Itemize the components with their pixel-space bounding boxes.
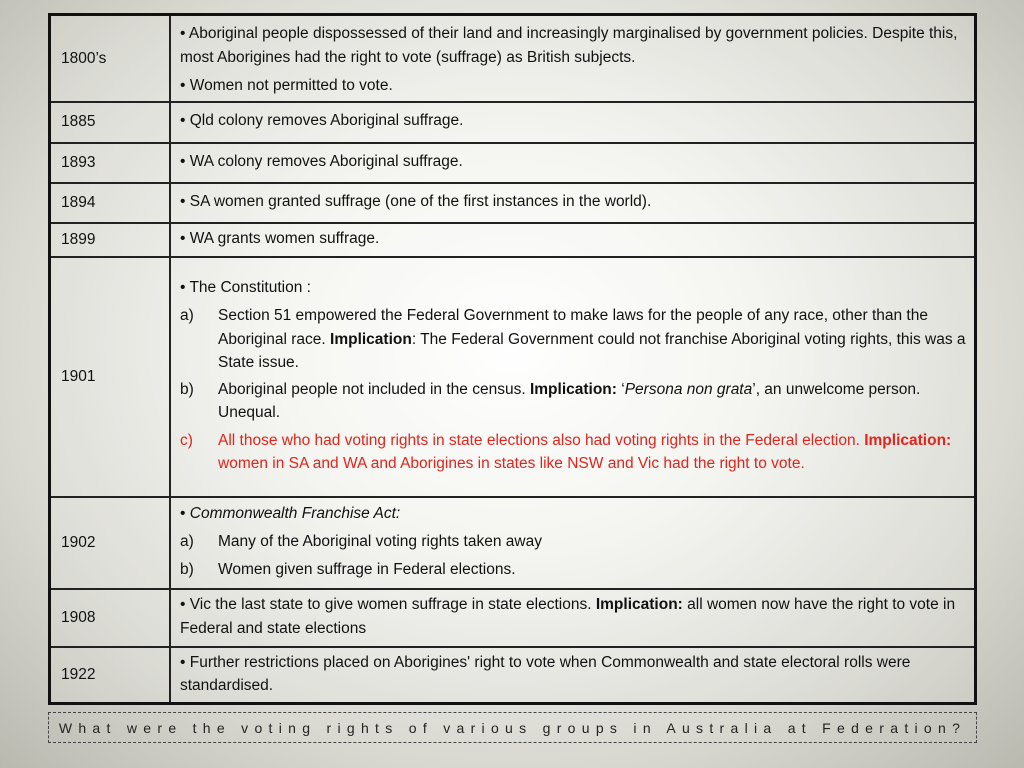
implication-label: Implication: (529, 381, 617, 398)
lettered-list (180, 530, 966, 581)
bullet-text: • Women not permitted to vote. (180, 76, 393, 94)
implication-label: Implication (330, 330, 412, 348)
item-text: Many of the Aboriginal voting rights taken away (218, 533, 542, 551)
implication-italic: Persona non grata (624, 381, 753, 398)
year-cell: 1908 (50, 589, 171, 647)
description-cell: • Qld colony removes Aboriginal suffrage. (170, 102, 976, 143)
table-row (50, 647, 976, 704)
implication-label: Implication: (864, 431, 952, 449)
list-marker: a) (180, 533, 194, 551)
table-row (50, 497, 976, 589)
year-cell: 1899 (50, 223, 171, 257)
list-marker: b) (180, 560, 194, 578)
table-row (50, 223, 976, 257)
year-cell: 1922 (50, 647, 171, 704)
list-marker: c) (180, 431, 193, 449)
description-cell: • WA colony removes Aboriginal suffrage. (170, 143, 976, 183)
year-cell: 1800’s (50, 15, 171, 102)
list-item (180, 429, 966, 476)
implication-text: women in SA and WA and Aborigines in states like NSW and Vic had the right to vote. (218, 454, 805, 472)
item-text: All those who had voting rights in state elections also had voting rights in the Federal election. (218, 431, 860, 449)
list-marker: a) (180, 307, 194, 325)
year-cell: 1885 (50, 102, 171, 143)
description-cell: • WA grants women suffrage. (170, 223, 976, 257)
implication-label: Implication: (595, 596, 683, 614)
table-row (50, 15, 976, 102)
list-marker: b) (180, 381, 194, 398)
table-row (50, 102, 976, 143)
year-cell: 1902 (50, 497, 171, 589)
timeline-table (48, 13, 977, 705)
item-text: Section 51 empowered the Federal Government to make laws for the people of any race, other than the Aboriginal race. (218, 307, 928, 348)
year-cell: 1901 (50, 257, 171, 497)
table-row (50, 183, 976, 223)
list-item (180, 558, 966, 581)
table-row (50, 143, 976, 183)
implication-text: ’, an unwelcome person. Unequal. (218, 381, 921, 422)
implication-text: : The Federal Government could not franchise Aboriginal voting rights, this was a State issue. (218, 330, 966, 371)
implication-text: all women now have the right to vote in Federal and state elections (180, 596, 956, 637)
year-cell: 1894 (50, 183, 171, 223)
description-cell (170, 257, 976, 497)
bullet-text: • The Constitution : (180, 279, 311, 296)
caption-text: What were the voting rights of various groups in Australia at Federation? (58, 719, 967, 736)
description-cell: • SA women granted suffrage (one of the first instances in the world). (170, 183, 976, 223)
item-text: Women given suffrage in Federal elections. (218, 560, 516, 578)
lettered-list (180, 304, 966, 475)
list-item (180, 378, 966, 425)
list-item (180, 304, 966, 374)
caption-box (48, 712, 977, 743)
bullet-marker: • (180, 505, 186, 523)
item-text: Aboriginal people not included in the census. (218, 381, 526, 398)
description-cell (170, 15, 976, 102)
description-cell (170, 589, 976, 647)
bullet-text: • Aboriginal people dispossessed of their land and increasingly marginalised by government policies. Despite this, most Aborigines had the right to vote (suffrage) as British subjects. (180, 25, 958, 66)
table-row (50, 589, 976, 647)
quote-mark: ‘ (621, 381, 625, 398)
description-cell (170, 497, 976, 589)
description-cell: • Further restrictions placed on Aborigines' right to vote when Commonwealth and state electoral rolls were standardised. (170, 647, 976, 704)
act-title: Commonwealth Franchise Act: (189, 505, 401, 523)
year-cell: 1893 (50, 143, 171, 183)
row-text: • Vic the last state to give women suffrage in state elections. (180, 596, 592, 614)
table-row (50, 257, 976, 497)
list-item (180, 530, 966, 553)
